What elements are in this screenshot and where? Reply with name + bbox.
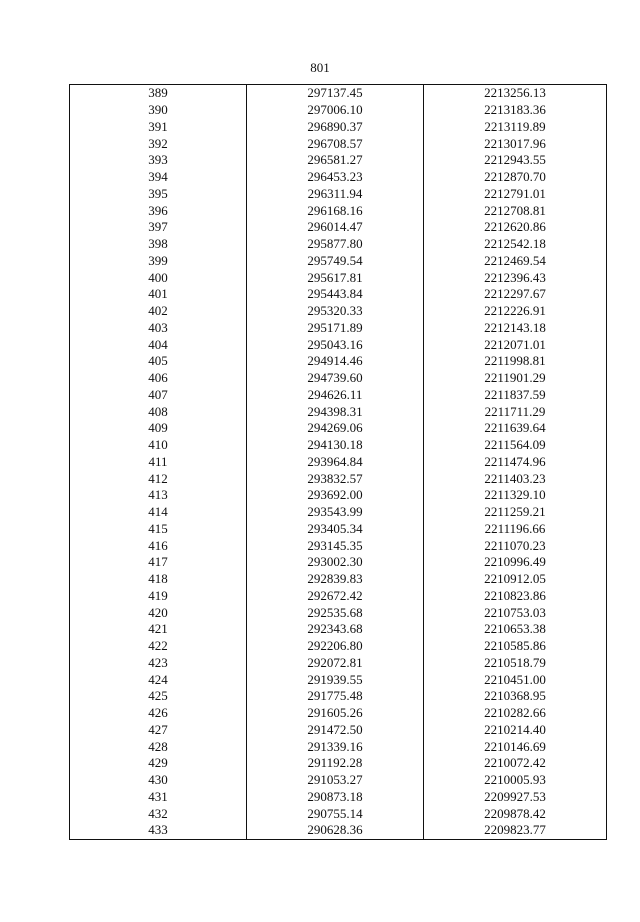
table-row xyxy=(70,789,607,806)
table-row xyxy=(70,420,607,437)
y-coordinate-cell: 2213119.89 xyxy=(424,119,607,136)
x-coordinate-cell: 295443.84 xyxy=(247,286,424,303)
x-coordinate-cell: 293405.34 xyxy=(247,521,424,538)
y-coordinate-cell: 2211564.09 xyxy=(424,437,607,454)
y-coordinate-cell: 2210146.69 xyxy=(424,738,607,755)
x-coordinate-cell: 292206.80 xyxy=(247,638,424,655)
point-number-cell: 411 xyxy=(70,454,247,471)
page-number: 801 xyxy=(310,60,330,75)
y-coordinate-cell: 2212226.91 xyxy=(424,303,607,320)
point-number-cell: 403 xyxy=(70,320,247,337)
point-number-cell: 414 xyxy=(70,504,247,521)
x-coordinate-cell: 290755.14 xyxy=(247,805,424,822)
point-number-cell: 428 xyxy=(70,738,247,755)
x-coordinate-cell: 294269.06 xyxy=(247,420,424,437)
y-coordinate-cell: 2211329.10 xyxy=(424,487,607,504)
table-row xyxy=(70,487,607,504)
point-number-cell: 416 xyxy=(70,537,247,554)
table-row xyxy=(70,370,607,387)
point-number-cell: 429 xyxy=(70,755,247,772)
point-number-cell: 421 xyxy=(70,621,247,638)
y-coordinate-cell: 2212708.81 xyxy=(424,202,607,219)
y-coordinate-cell: 2211196.66 xyxy=(424,521,607,538)
point-number-cell: 423 xyxy=(70,655,247,672)
x-coordinate-cell: 296708.57 xyxy=(247,135,424,152)
point-number-cell: 424 xyxy=(70,671,247,688)
table-row xyxy=(70,202,607,219)
x-coordinate-cell: 291939.55 xyxy=(247,671,424,688)
point-number-cell: 394 xyxy=(70,169,247,186)
point-number-cell: 425 xyxy=(70,688,247,705)
y-coordinate-cell: 2212297.67 xyxy=(424,286,607,303)
y-coordinate-cell: 2210214.40 xyxy=(424,722,607,739)
x-coordinate-cell: 291339.16 xyxy=(247,738,424,755)
point-number-cell: 427 xyxy=(70,722,247,739)
x-coordinate-cell: 291192.28 xyxy=(247,755,424,772)
table-row xyxy=(70,102,607,119)
point-number-cell: 426 xyxy=(70,705,247,722)
table-row xyxy=(70,253,607,270)
table-row xyxy=(70,504,607,521)
table-row xyxy=(70,521,607,538)
table-row xyxy=(70,403,607,420)
point-number-cell: 390 xyxy=(70,102,247,119)
x-coordinate-cell: 290628.36 xyxy=(247,822,424,839)
x-coordinate-cell: 292343.68 xyxy=(247,621,424,638)
point-number-cell: 417 xyxy=(70,554,247,571)
x-coordinate-cell: 295617.81 xyxy=(247,269,424,286)
table-row xyxy=(70,85,607,102)
table-row xyxy=(70,655,607,672)
table-row xyxy=(70,554,607,571)
table-row xyxy=(70,604,607,621)
point-number-cell: 412 xyxy=(70,470,247,487)
point-number-cell: 392 xyxy=(70,135,247,152)
point-number-cell: 391 xyxy=(70,119,247,136)
x-coordinate-cell: 291472.50 xyxy=(247,722,424,739)
x-coordinate-cell: 290873.18 xyxy=(247,789,424,806)
y-coordinate-cell: 2210518.79 xyxy=(424,655,607,672)
table-row xyxy=(70,387,607,404)
table-row xyxy=(70,286,607,303)
y-coordinate-cell: 2213017.96 xyxy=(424,135,607,152)
y-coordinate-cell: 2213183.36 xyxy=(424,102,607,119)
point-number-cell: 415 xyxy=(70,521,247,538)
x-coordinate-cell: 291053.27 xyxy=(247,772,424,789)
point-number-cell: 419 xyxy=(70,588,247,605)
table-row xyxy=(70,822,607,839)
y-coordinate-cell: 2211070.23 xyxy=(424,537,607,554)
point-number-cell: 431 xyxy=(70,789,247,806)
y-coordinate-cell: 2212620.86 xyxy=(424,219,607,236)
y-coordinate-cell: 2212870.70 xyxy=(424,169,607,186)
x-coordinate-cell: 293964.84 xyxy=(247,454,424,471)
x-coordinate-cell: 294739.60 xyxy=(247,370,424,387)
y-coordinate-cell: 2213256.13 xyxy=(424,85,607,102)
table-row xyxy=(70,454,607,471)
point-number-cell: 400 xyxy=(70,269,247,286)
table-row xyxy=(70,638,607,655)
y-coordinate-cell: 2211403.23 xyxy=(424,470,607,487)
table-row xyxy=(70,320,607,337)
point-number-cell: 399 xyxy=(70,253,247,270)
table-row xyxy=(70,437,607,454)
x-coordinate-cell: 293832.57 xyxy=(247,470,424,487)
point-number-cell: 405 xyxy=(70,353,247,370)
y-coordinate-cell: 2211837.59 xyxy=(424,387,607,404)
table-row xyxy=(70,353,607,370)
y-coordinate-cell: 2210912.05 xyxy=(424,571,607,588)
x-coordinate-cell: 293543.99 xyxy=(247,504,424,521)
x-coordinate-cell: 292672.42 xyxy=(247,588,424,605)
x-coordinate-cell: 295320.33 xyxy=(247,303,424,320)
point-number-cell: 433 xyxy=(70,822,247,839)
y-coordinate-cell: 2210653.38 xyxy=(424,621,607,638)
point-number-cell: 418 xyxy=(70,571,247,588)
y-coordinate-cell: 2210282.66 xyxy=(424,705,607,722)
point-number-cell: 406 xyxy=(70,370,247,387)
x-coordinate-cell: 296014.47 xyxy=(247,219,424,236)
point-number-cell: 393 xyxy=(70,152,247,169)
y-coordinate-cell: 2211474.96 xyxy=(424,454,607,471)
point-number-cell: 420 xyxy=(70,604,247,621)
table-row xyxy=(70,119,607,136)
table-row xyxy=(70,588,607,605)
x-coordinate-cell: 296453.23 xyxy=(247,169,424,186)
x-coordinate-cell: 292535.68 xyxy=(247,604,424,621)
y-coordinate-cell: 2210585.86 xyxy=(424,638,607,655)
y-coordinate-cell: 2211901.29 xyxy=(424,370,607,387)
table-row xyxy=(70,537,607,554)
point-number-cell: 408 xyxy=(70,403,247,420)
x-coordinate-cell: 292839.83 xyxy=(247,571,424,588)
x-coordinate-cell: 296311.94 xyxy=(247,186,424,203)
table-row xyxy=(70,772,607,789)
table-row xyxy=(70,470,607,487)
x-coordinate-cell: 295749.54 xyxy=(247,253,424,270)
y-coordinate-cell: 2212542.18 xyxy=(424,236,607,253)
y-coordinate-cell: 2212943.55 xyxy=(424,152,607,169)
y-coordinate-cell: 2209927.53 xyxy=(424,789,607,806)
point-number-cell: 407 xyxy=(70,387,247,404)
table-row xyxy=(70,722,607,739)
x-coordinate-cell: 294130.18 xyxy=(247,437,424,454)
y-coordinate-cell: 2211998.81 xyxy=(424,353,607,370)
table-row xyxy=(70,152,607,169)
x-coordinate-cell: 295171.89 xyxy=(247,320,424,337)
coordinate-table xyxy=(69,84,607,840)
x-coordinate-cell: 293002.30 xyxy=(247,554,424,571)
x-coordinate-cell: 291775.48 xyxy=(247,688,424,705)
y-coordinate-cell: 2210072.42 xyxy=(424,755,607,772)
y-coordinate-cell: 2210996.49 xyxy=(424,554,607,571)
table-row xyxy=(70,688,607,705)
point-number-cell: 410 xyxy=(70,437,247,454)
point-number-cell: 398 xyxy=(70,236,247,253)
point-number-cell: 401 xyxy=(70,286,247,303)
table-row xyxy=(70,336,607,353)
y-coordinate-cell: 2212071.01 xyxy=(424,336,607,353)
point-number-cell: 389 xyxy=(70,85,247,102)
x-coordinate-cell: 296168.16 xyxy=(247,202,424,219)
table-row xyxy=(70,269,607,286)
y-coordinate-cell: 2212469.54 xyxy=(424,253,607,270)
point-number-cell: 413 xyxy=(70,487,247,504)
point-number-cell: 396 xyxy=(70,202,247,219)
y-coordinate-cell: 2209823.77 xyxy=(424,822,607,839)
point-number-cell: 430 xyxy=(70,772,247,789)
y-coordinate-cell: 2209878.42 xyxy=(424,805,607,822)
table-row xyxy=(70,621,607,638)
x-coordinate-cell: 296581.27 xyxy=(247,152,424,169)
table-row xyxy=(70,805,607,822)
table-row xyxy=(70,236,607,253)
table-body xyxy=(70,85,607,840)
y-coordinate-cell: 2212396.43 xyxy=(424,269,607,286)
table-row xyxy=(70,303,607,320)
table-row xyxy=(70,705,607,722)
point-number-cell: 409 xyxy=(70,420,247,437)
point-number-cell: 402 xyxy=(70,303,247,320)
x-coordinate-cell: 295043.16 xyxy=(247,336,424,353)
x-coordinate-cell: 291605.26 xyxy=(247,705,424,722)
x-coordinate-cell: 294914.46 xyxy=(247,353,424,370)
table-row xyxy=(70,671,607,688)
x-coordinate-cell: 293692.00 xyxy=(247,487,424,504)
y-coordinate-cell: 2210753.03 xyxy=(424,604,607,621)
y-coordinate-cell: 2210005.93 xyxy=(424,772,607,789)
x-coordinate-cell: 293145.35 xyxy=(247,537,424,554)
x-coordinate-cell: 294398.31 xyxy=(247,403,424,420)
table-row xyxy=(70,571,607,588)
table-row xyxy=(70,755,607,772)
x-coordinate-cell: 294626.11 xyxy=(247,387,424,404)
y-coordinate-cell: 2210823.86 xyxy=(424,588,607,605)
x-coordinate-cell: 292072.81 xyxy=(247,655,424,672)
y-coordinate-cell: 2211711.29 xyxy=(424,403,607,420)
x-coordinate-cell: 295877.80 xyxy=(247,236,424,253)
table-row xyxy=(70,169,607,186)
y-coordinate-cell: 2212143.18 xyxy=(424,320,607,337)
y-coordinate-cell: 2211639.64 xyxy=(424,420,607,437)
y-coordinate-cell: 2212791.01 xyxy=(424,186,607,203)
table-row xyxy=(70,135,607,152)
y-coordinate-cell: 2211259.21 xyxy=(424,504,607,521)
point-number-cell: 432 xyxy=(70,805,247,822)
x-coordinate-cell: 297006.10 xyxy=(247,102,424,119)
point-number-cell: 395 xyxy=(70,186,247,203)
point-number-cell: 422 xyxy=(70,638,247,655)
x-coordinate-cell: 296890.37 xyxy=(247,119,424,136)
table-row xyxy=(70,219,607,236)
table-row xyxy=(70,738,607,755)
y-coordinate-cell: 2210451.00 xyxy=(424,671,607,688)
x-coordinate-cell: 297137.45 xyxy=(247,85,424,102)
point-number-cell: 397 xyxy=(70,219,247,236)
table-row xyxy=(70,186,607,203)
point-number-cell: 404 xyxy=(70,336,247,353)
y-coordinate-cell: 2210368.95 xyxy=(424,688,607,705)
